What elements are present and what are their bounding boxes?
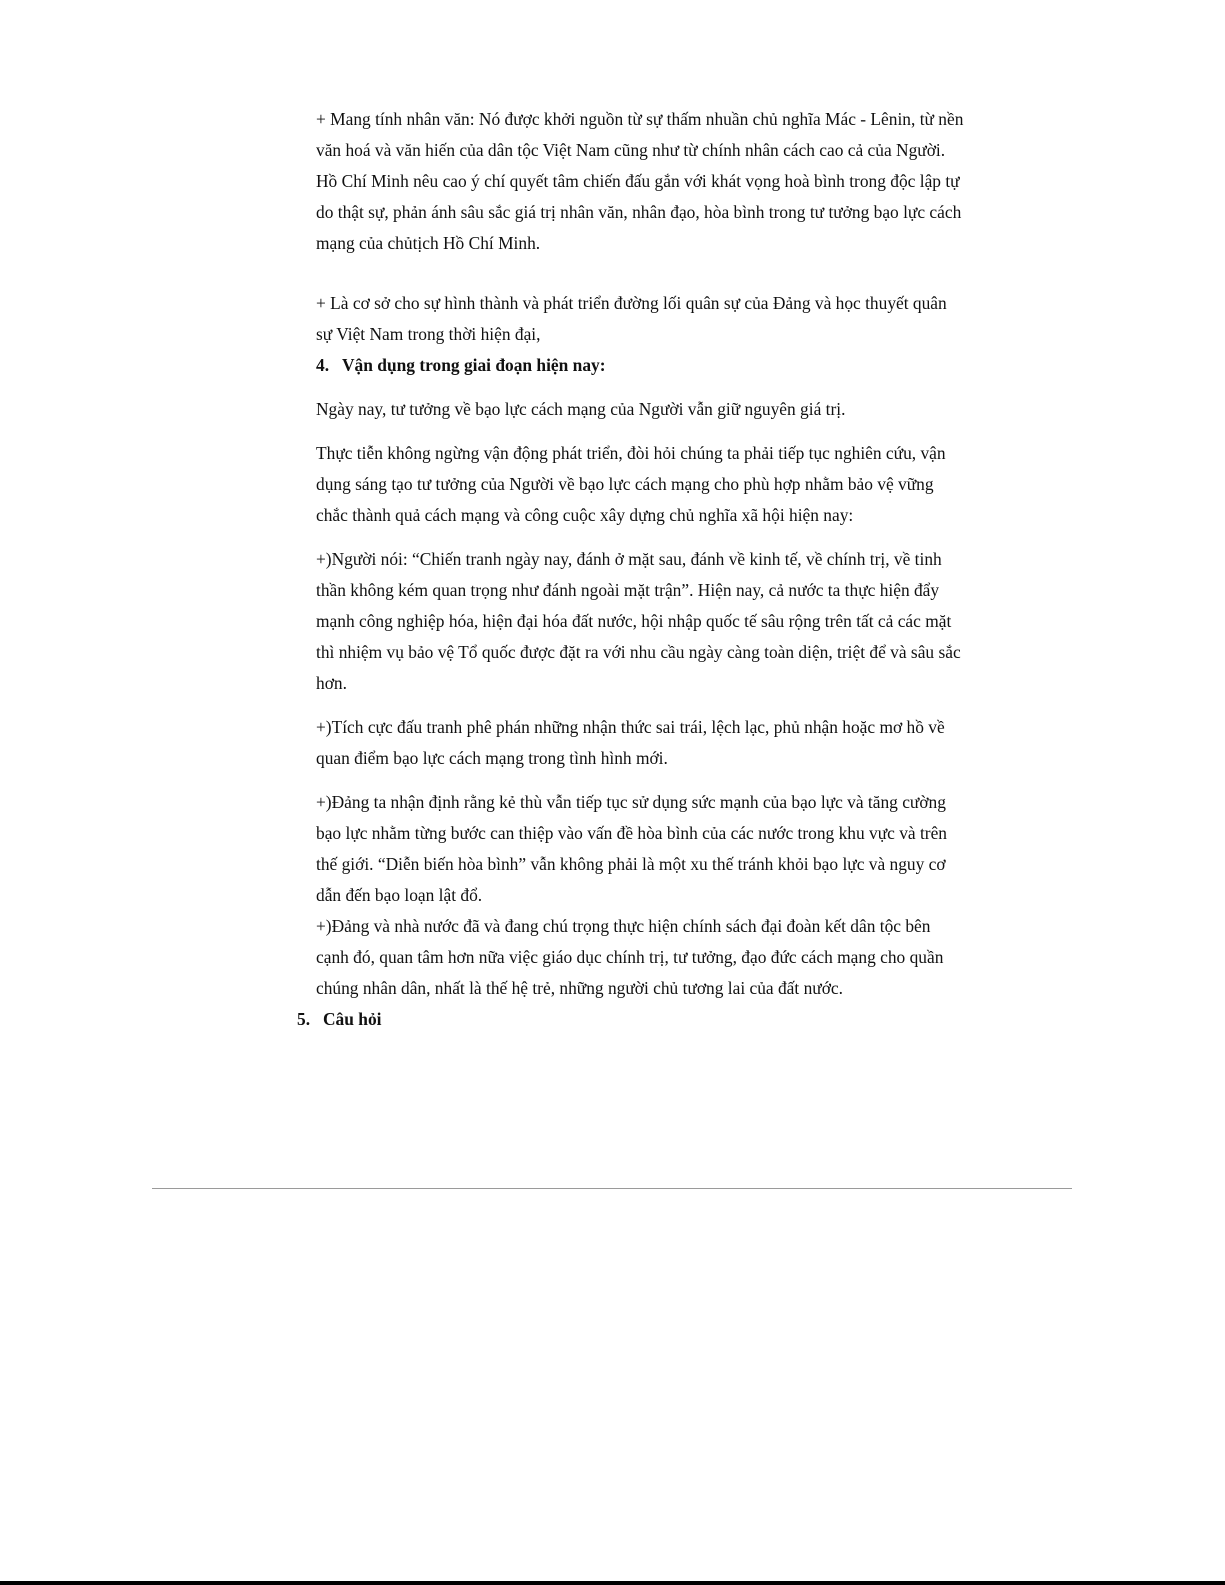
paragraph-value-today: Ngày nay, tư tưởng về bạo lực cách mạng của Người vẫn giữ nguyên giá trị. xyxy=(316,399,846,419)
section-number-5: 5. xyxy=(297,1009,311,1029)
document-body xyxy=(297,104,966,1035)
paragraph-humanistic: + Mang tính nhân văn: Nó được khởi nguồn từ sự thấm nhuần chủ nghĩa Mác - Lênin, từ nền văn hoá và văn hiến của dân tộc Việt Nam cũng như từ chính nhân cách cao cả của Người. Hồ Chí Minh nêu cao ý chí quyết tâm chiến đấu gắn với khát vọng hoà bình trong độc lập tự do thật sự, phản ánh sâu sắc giá trị nhân văn, nhân đạo, hòa bình trong tư tưởng bạo lực cách mạng của chủtịch Hồ Chí Minh. xyxy=(316,109,964,253)
section-title-5: Câu hỏi xyxy=(323,1009,382,1029)
paragraph-unity-policy: +)Đảng và nhà nước đã và đang chú trọng thực hiện chính sách đại đoàn kết dân tộc bên cạnh đó, quan tâm hơn nữa việc giáo dục chính trị, tư tưởng, đạo đức cách mạng cho quần chúng nhân dân, nhất là thế hệ trẻ, những người chủ tương lai của đất nước. xyxy=(316,916,944,998)
section-title-4: Vận dụng trong giai đoạn hiện nay: xyxy=(342,355,606,375)
bottom-border xyxy=(0,1581,1225,1585)
section-heading-4 xyxy=(316,350,966,381)
section-heading-5 xyxy=(297,1004,966,1035)
paragraph-practice: Thực tiễn không ngừng vận động phát triển, đòi hỏi chúng ta phải tiếp tục nghiên cứu, vận dụng sáng tạo tư tưởng của Người về bạo lực cách mạng cho phù hợp nhằm bảo vệ vững chắc thành quả cách mạng và công cuộc xây dựng chủ nghĩa xã hội hiện nay: xyxy=(316,443,946,525)
page-divider xyxy=(152,1188,1072,1189)
paragraph-quote: +)Người nói: “Chiến tranh ngày nay, đánh ở mặt sau, đánh về kinh tế, về chính trị, về tinh thần không kém quan trọng như đánh ngoài mặt trận”. Hiện nay, cả nước ta thực hiện đẩy mạnh công nghiệp hóa, hiện đại hóa đất nước, hội nhập quốc tế sâu rộng trên tất cả các mặt thì nhiệm vụ bảo vệ Tổ quốc được đặt ra với nhu cầu ngày càng toàn diện, triệt để và sâu sắc hơn. xyxy=(316,549,961,693)
paragraph-military-basis: + Là cơ sở cho sự hình thành và phát triển đường lối quân sự của Đảng và học thuyết quân sự Việt Nam trong thời hiện đại, xyxy=(316,293,947,344)
paragraph-criticism: +)Tích cực đấu tranh phê phán những nhận thức sai trái, lệch lạc, phủ nhận hoặc mơ hồ về quan điểm bạo lực cách mạng trong tình hình mới. xyxy=(316,717,945,768)
section-number-4: 4. xyxy=(316,355,330,375)
paragraph-party-assessment: +)Đảng ta nhận định rằng kẻ thù vẫn tiếp tục sử dụng sức mạnh của bạo lực và tăng cường bạo lực nhằm từng bước can thiệp vào vấn đề hòa bình của các nước trong khu vực và trên thế giới. “Diễn biến hòa bình” vẫn không phải là một xu thế tránh khỏi bạo lực và nguy cơ dẫn đến bạo loạn lật đổ. xyxy=(316,792,947,905)
